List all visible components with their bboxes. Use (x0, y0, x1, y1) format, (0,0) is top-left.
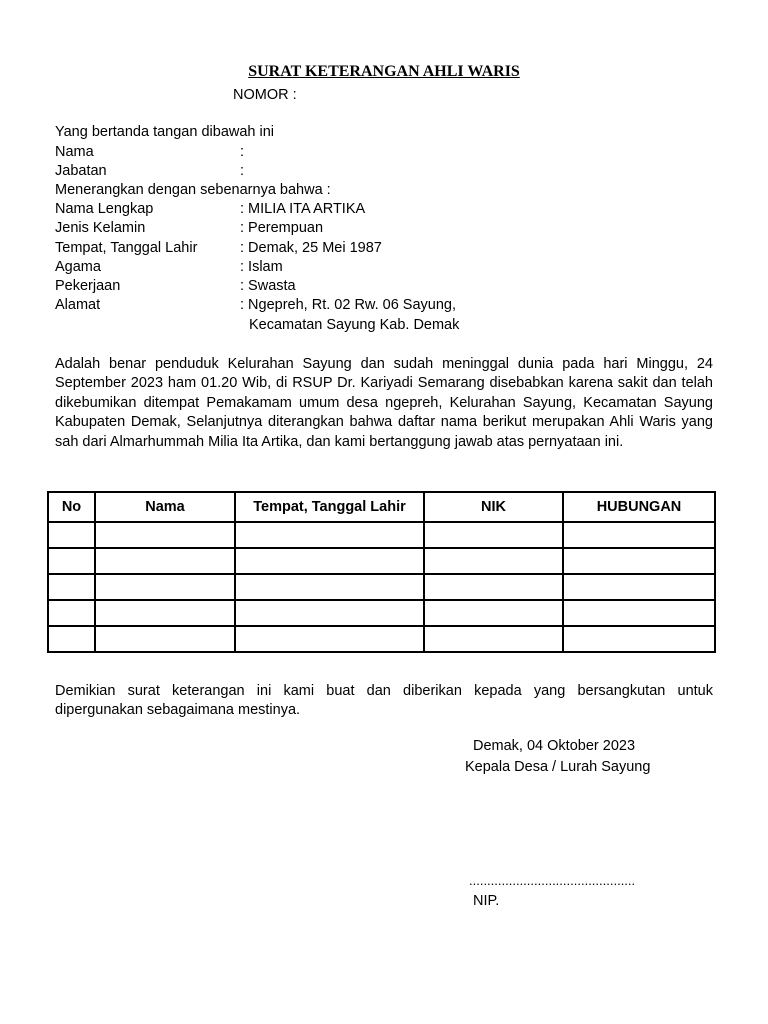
table-row (48, 626, 715, 652)
statement-paragraph: Adalah benar penduduk Kelurahan Sayung dan sudah meninggal dunia pada hari Minggu, 24 September 2023 ham 01.20 Wib, di RSUP Dr. Kariyadi Semarang disebabkan karena sakit dan telah dikebumikan ditempat Pemakamam umum desa ngepreh, Kelurahan Sayung, Kecamatan Sayung Kabupaten Demak, Selanjutnya diterangkan bahwa daftar nama berikut merupakan Ahli Waris yang sah dari Almarhummah Milia Ita Artika, dan kami bertanggung jawab atas pernyataan ini. (55, 356, 713, 450)
table-cell (563, 548, 715, 574)
religion-label: Agama (55, 259, 101, 275)
table-cell (563, 600, 715, 626)
table-cell (424, 574, 563, 600)
col-header-nik: NIK (424, 492, 563, 522)
table-cell (48, 626, 95, 652)
col-header-birth: Tempat, Tanggal Lahir (235, 492, 424, 522)
table-cell (424, 626, 563, 652)
full-name-label: Nama Lengkap (55, 201, 154, 217)
occupation-label: Pekerjaan (55, 278, 121, 294)
full-name-value: : MILIA ITA ARTIKA (240, 201, 366, 217)
signer-title: Kepala Desa / Lurah Sayung (465, 759, 651, 775)
intro-text: Yang bertanda tangan dibawah ini (55, 124, 275, 140)
document-title: SURAT KETERANGAN AHLI WARIS (248, 63, 520, 80)
signer-position-label: Jabatan (55, 163, 107, 179)
table-cell (95, 600, 235, 626)
table-cell (48, 522, 95, 548)
gender-value: : Perempuan (240, 220, 324, 236)
religion-value: : Islam (240, 259, 283, 275)
table-cell (95, 574, 235, 600)
table-header-row (48, 492, 715, 522)
document-number: NOMOR : (233, 87, 297, 103)
table-cell (235, 574, 424, 600)
table-cell (235, 548, 424, 574)
table-cell (563, 522, 715, 548)
closing-paragraph: Demikian surat keterangan ini kami buat dan diberikan kepada yang bersangkutan untuk dipergunakan sebagaimana mestinya. (55, 683, 713, 719)
table-cell (48, 548, 95, 574)
address-value-line2: Kecamatan Sayung Kab. Demak (249, 317, 460, 333)
table-cell (424, 600, 563, 626)
col-header-name: Nama (95, 492, 235, 522)
table-cell (235, 522, 424, 548)
birth-label: Tempat, Tanggal Lahir (55, 240, 198, 256)
occupation-value: : Swasta (240, 278, 296, 294)
signer-name-label: Nama (55, 144, 94, 160)
col-header-no: No (48, 492, 95, 522)
place-date: Demak, 04 Oktober 2023 (473, 738, 636, 754)
heirs-table (47, 491, 716, 653)
table-cell (424, 522, 563, 548)
table-cell (95, 626, 235, 652)
table-cell (424, 548, 563, 574)
signer-name-value: : (240, 144, 245, 160)
table-cell (563, 574, 715, 600)
table-row (48, 548, 715, 574)
gender-label: Jenis Kelamin (55, 220, 146, 236)
address-value: : Ngepreh, Rt. 02 Rw. 06 Sayung, (240, 297, 457, 313)
signature-line: .............................................. (469, 873, 636, 888)
nip-label: NIP. (473, 893, 500, 909)
col-header-relation: HUBUNGAN (563, 492, 715, 522)
signer-position-value: : (240, 163, 245, 179)
table-row (48, 574, 715, 600)
declare-text: Menerangkan dengan sebenarnya bahwa : (55, 182, 331, 198)
table-row (48, 600, 715, 626)
table-cell (48, 600, 95, 626)
address-label: Alamat (55, 297, 101, 313)
table-cell (235, 600, 424, 626)
birth-value: : Demak, 25 Mei 1987 (240, 240, 382, 256)
table-cell (235, 626, 424, 652)
table-cell (48, 574, 95, 600)
table-row (48, 522, 715, 548)
table-cell (563, 626, 715, 652)
table-cell (95, 522, 235, 548)
table-cell (95, 548, 235, 574)
